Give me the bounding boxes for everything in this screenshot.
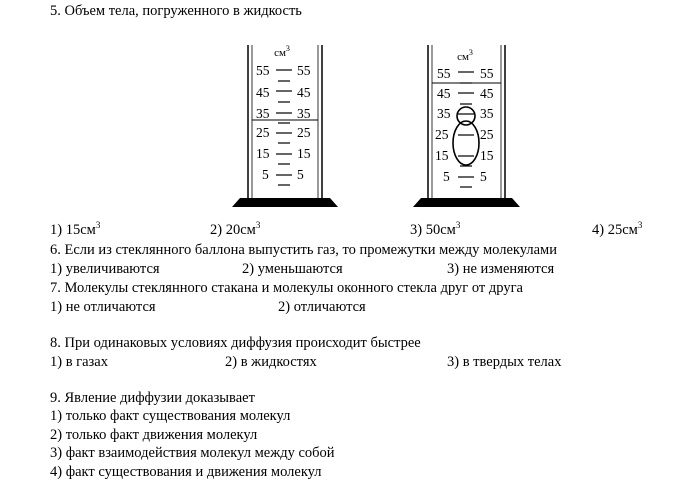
svg-text:5: 5 bbox=[262, 167, 269, 182]
svg-text:35: 35 bbox=[480, 106, 494, 121]
svg-text:35: 35 bbox=[297, 106, 311, 121]
cylinder-right bbox=[413, 45, 520, 207]
cylinders-figure bbox=[0, 0, 686, 230]
svg-text:25: 25 bbox=[256, 125, 270, 140]
q9-option-3[interactable]: 3) факт взаимодействия молекул между собой bbox=[50, 445, 335, 461]
q9-option-4[interactable]: 4) факт существования и движения молекул bbox=[50, 464, 322, 480]
svg-text:5: 5 bbox=[480, 169, 487, 184]
q9-option-1[interactable]: 1) только факт существования молекул bbox=[50, 408, 291, 424]
q8-option-2[interactable]: 2) в жидкостях bbox=[225, 354, 317, 370]
q5-option-4[interactable]: 4) $25см^3$ bbox=[592, 220, 643, 238]
q9-title: 9. Явление диффузии доказывает bbox=[50, 390, 255, 406]
q6-option-1[interactable]: 1) увеличиваются bbox=[50, 261, 160, 277]
q7-option-1[interactable]: 1) не отличаются bbox=[50, 299, 156, 315]
svg-text:55: 55 bbox=[256, 63, 270, 78]
svg-text:35: 35 bbox=[437, 106, 451, 121]
scale-left-cylinder-1 bbox=[256, 63, 270, 182]
svg-text:25: 25 bbox=[480, 127, 494, 142]
unit-label-right: $см^3$ bbox=[457, 48, 473, 63]
q8-option-1[interactable]: 1) в газах bbox=[50, 354, 108, 370]
q8-option-3[interactable]: 3) в твердых телах bbox=[447, 354, 562, 370]
q6-option-2[interactable]: 2) уменьшаются bbox=[242, 261, 343, 277]
svg-text:15: 15 bbox=[297, 146, 311, 161]
unit-label-left: $см^3$ bbox=[274, 44, 290, 59]
svg-text:35: 35 bbox=[256, 106, 270, 121]
svg-text:5: 5 bbox=[443, 169, 450, 184]
svg-text:45: 45 bbox=[297, 85, 311, 100]
q7-title: 7. Молекулы стеклянного стакана и молекулы оконного стекла друг от друга bbox=[50, 280, 523, 296]
svg-text:15: 15 bbox=[435, 148, 449, 163]
scale-right-cylinder-1 bbox=[297, 63, 311, 182]
q8-title: 8. При одинаковых условиях диффузия происходит быстрее bbox=[50, 335, 421, 351]
svg-text:55: 55 bbox=[437, 66, 451, 81]
svg-text:45: 45 bbox=[480, 86, 494, 101]
q5-title: 5. Объем тела, погруженного в жидкость bbox=[50, 3, 302, 19]
cylinder-left bbox=[232, 44, 338, 207]
q5-option-2[interactable]: 2) $20см^3$ bbox=[210, 220, 261, 238]
svg-text:15: 15 bbox=[256, 146, 270, 161]
svg-text:55: 55 bbox=[480, 66, 494, 81]
svg-text:25: 25 bbox=[297, 125, 311, 140]
q5-option-3[interactable]: 3) $50см^3$ bbox=[410, 220, 461, 238]
q6-title: 6. Если из стеклянного баллона выпустить газ, то промежутки между молекулами bbox=[50, 242, 557, 258]
svg-text:5: 5 bbox=[297, 167, 304, 182]
q7-option-2[interactable]: 2) отличаются bbox=[278, 299, 366, 315]
scale-right-cylinder-2 bbox=[480, 66, 494, 184]
svg-text:15: 15 bbox=[480, 148, 494, 163]
scale-left-cylinder-2 bbox=[435, 66, 451, 184]
svg-text:45: 45 bbox=[437, 86, 451, 101]
svg-text:45: 45 bbox=[256, 85, 270, 100]
q6-option-3[interactable]: 3) не изменяются bbox=[447, 261, 555, 277]
q9-option-2[interactable]: 2) только факт движения молекул bbox=[50, 427, 258, 443]
q5-option-1[interactable]: 1) $15см^3$ bbox=[50, 220, 101, 238]
svg-text:55: 55 bbox=[297, 63, 311, 78]
svg-text:25: 25 bbox=[435, 127, 449, 142]
